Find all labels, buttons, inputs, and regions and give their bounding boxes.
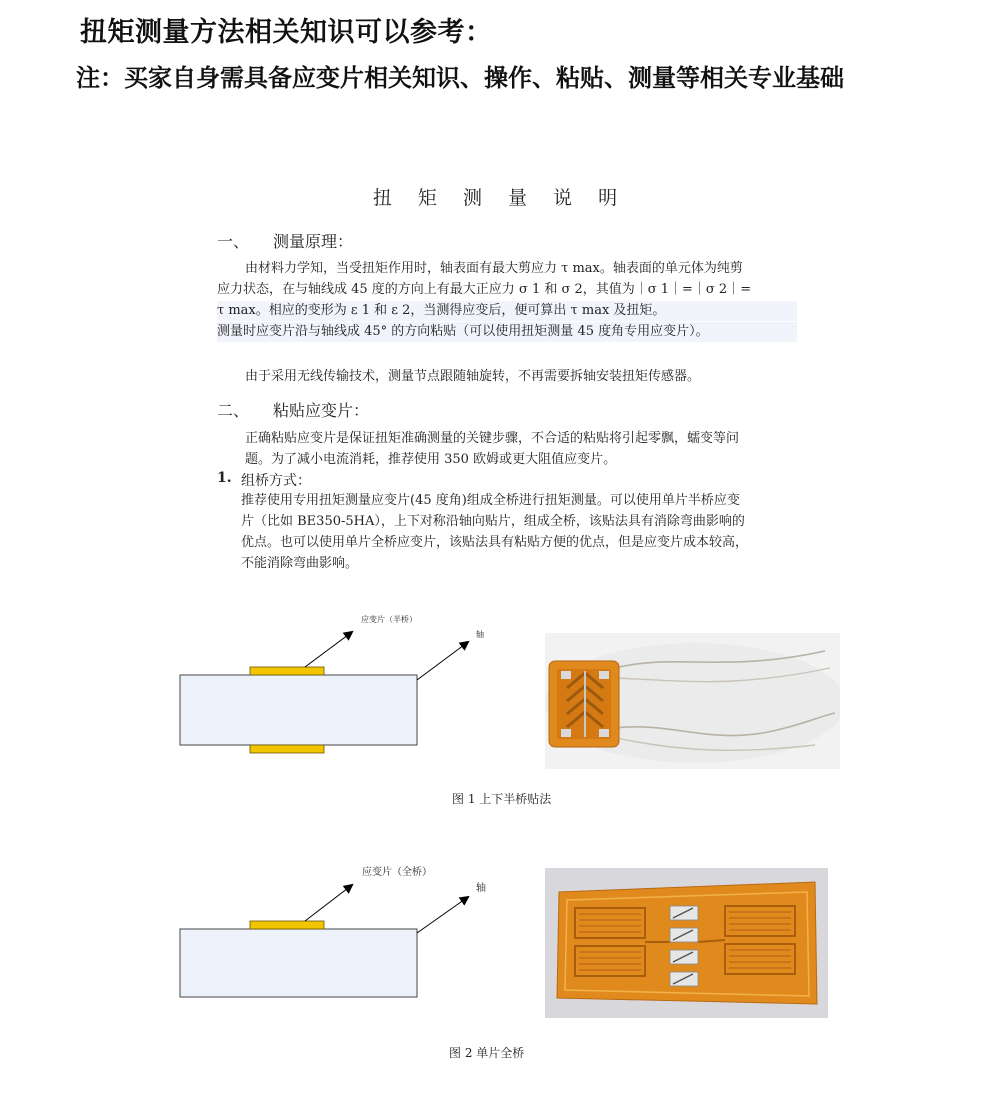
figure-1-diagram — [170, 605, 510, 765]
subsection-line-3: 优点。也可以使用单片全桥应变片，该贴法具有粘贴方便的优点，但是应变片成本较高， — [241, 535, 749, 550]
page-header-note: 注：买家自身需具备应变片相关知识、操作、粘贴、测量等相关专业基础 — [76, 64, 844, 92]
section-2-title: 粘贴应变片： — [273, 401, 370, 420]
subsection-line-2: 片（比如 BE350-5HA），上下对称沿轴向贴片，组成全桥，该贴法具有消除弯曲影响的 — [241, 514, 745, 529]
subsection-line-1: 推荐使用专用扭矩测量应变片(45 度角)组成全桥进行扭矩测量。可以使用单片半桥应变 — [241, 493, 740, 508]
shaft-arrow — [417, 642, 468, 680]
document-title: 扭 矩 测 量 说 明 — [372, 187, 628, 209]
gauge-label: 应变片（全桥） — [362, 867, 432, 878]
gauge-label: 应变片（半桥） — [361, 615, 417, 624]
figure-2-photo — [545, 868, 828, 1018]
gauge-arrow — [305, 632, 352, 667]
subsection-title: 组桥方式： — [241, 473, 311, 489]
section-2-line-2: 题。为了减小电流消耗，推荐使用 350 欧姆或更大阻值应变片。 — [245, 452, 617, 467]
section-2-number: 二、 — [217, 401, 250, 420]
subsection-line-4: 不能消除弯曲影响。 — [241, 556, 359, 571]
shaft-body — [180, 675, 417, 745]
section-1-line-4: 测量时应变片沿与轴线成 45° 的方向粘贴（可以使用扭矩测量 45 度角专用应变片）。 — [217, 322, 797, 342]
strain-gauge-top — [250, 667, 324, 675]
section-1-title: 测量原理： — [273, 232, 354, 251]
strain-gauge — [250, 921, 324, 929]
section-1-extra: 由于采用无线传输技术，测量节点跟随轴旋转，不再需要拆轴安装扭矩传感器。 — [245, 369, 701, 384]
section-2-line-1: 正确粘贴应变片是保证扭矩准确测量的关键步骤，不合适的粘贴将引起零飘，蠕变等问 — [245, 431, 740, 446]
figure-2-diagram — [170, 855, 510, 1005]
shaft-label: 轴 — [476, 883, 486, 894]
page-header-title: 扭矩测量方法相关知识可以参考： — [80, 17, 493, 48]
section-1-line-3: τ max。相应的变形为 ε 1 和 ε 2，当测得应变后，便可算出 τ max 及扭矩。 — [217, 301, 797, 321]
subsection-number: 1. — [217, 470, 232, 486]
shaft-label: 轴 — [476, 630, 484, 639]
figure-1-photo — [545, 633, 840, 769]
section-1-line-1: 由材料力学知，当受扭矩作用时，轴表面有最大剪应力 τ max。轴表面的单元体为纯剪 — [245, 261, 743, 276]
strain-gauge-bottom — [250, 745, 324, 753]
section-1-number: 一、 — [217, 232, 250, 251]
shaft-body — [180, 929, 417, 997]
figure-2-caption: 图 2 单片全桥 — [449, 1046, 525, 1060]
shaft-arrow — [417, 897, 468, 933]
section-1-line-2: 应力状态，在与轴线成 45 度的方向上有最大正应力 σ 1 和 σ 2，其值为｜σ 1｜=｜σ 2｜= — [217, 282, 752, 297]
figure-1-caption: 图 1 上下半桥贴法 — [452, 792, 552, 806]
gauge-arrow — [305, 885, 352, 921]
